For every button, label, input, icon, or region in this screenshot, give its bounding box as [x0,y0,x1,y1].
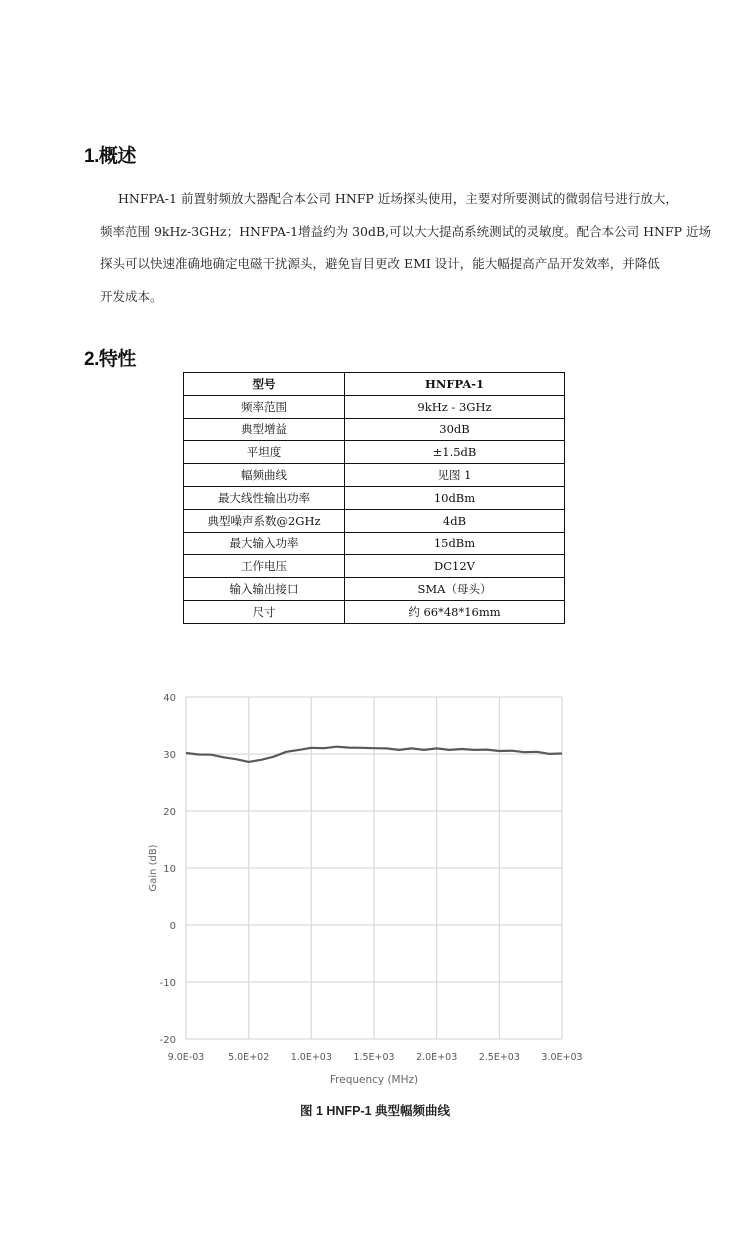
x-tick-label: 2.5E+03 [478,1052,520,1063]
table-cell-key: 最大线性输出功率 [184,486,345,509]
table-cell-value: 15dBm [345,532,565,555]
table-cell-value: DC12V [345,555,565,578]
table-cell-value: 4dB [345,509,565,532]
x-tick-label: 3.0E+03 [541,1052,583,1063]
table-cell-key: 典型噪声系数@2GHz [184,509,345,532]
table-cell-value: 10dBm [345,486,565,509]
table-header-cell: 型号 [184,373,345,396]
table-cell-value: 见图 1 [345,464,565,487]
y-tick-label: 40 [163,693,176,704]
y-axis-label: Gain (dB) [148,844,159,892]
table-cell-value: 30dB [345,418,565,441]
table-cell-value: 约 66*48*16mm [345,600,565,623]
section-heading-features: 2.特性 [84,349,136,370]
y-tick-label: 30 [163,750,176,761]
y-tick-label: -10 [159,978,176,989]
x-tick-label: 1.5E+03 [353,1052,395,1063]
table-cell-value: SMA（母头） [345,578,565,601]
table-cell-key: 最大输入功率 [184,532,345,555]
y-axis-ticks [160,693,176,1046]
table-cell-key: 幅频曲线 [184,464,345,487]
table-cell-key: 频率范围 [184,395,345,418]
x-axis-ticks [168,1052,583,1063]
y-tick-label: -20 [159,1035,176,1046]
table-cell-value: ±1.5dB [345,441,565,464]
x-tick-label: 9.0E-03 [167,1052,205,1063]
table-cell-key: 工作电压 [184,555,345,578]
table-cell-key: 输入输出接口 [184,578,345,601]
table-cell-key: 平坦度 [184,441,345,464]
y-tick-label: 10 [163,864,176,875]
paragraph-line: 开发成本。 [100,288,163,304]
table-header-cell: HNFPA-1 [345,373,565,396]
table-cell-value: 9kHz - 3GHz [345,395,565,418]
paragraph-line: 探头可以快速准确地确定电磁干扰源头，避免盲目更改 EMI 设计，能大幅提高产品开发效率，并降低 [100,256,660,271]
paragraph-line: 频率范围 9kHz-3GHz；HNFPA-1增益约为 30dB,可以大大提高系统测试的灵敏度。配合本公司 HNFP 近场 [100,223,712,239]
section-heading-overview: 1.概述 [84,146,136,167]
figure-caption: 图 1 HNFP-1 典型幅频曲线 [299,1104,450,1118]
table-cell-key: 典型增益 [184,418,345,441]
x-axis-label: Frequency (MHz) [329,1074,419,1086]
x-tick-label: 2.0E+03 [416,1052,458,1063]
x-tick-label: 5.0E+02 [228,1052,270,1063]
paragraph-line: HNFPA-1 前置射频放大器配合本公司 HNFP 近场探头使用，主要对所要测试的微弱信号进行放大， [118,191,678,206]
y-tick-label: 0 [169,921,176,932]
y-tick-label: 20 [163,807,176,818]
x-tick-label: 1.0E+03 [290,1052,332,1063]
table-cell-key: 尺寸 [184,600,345,623]
